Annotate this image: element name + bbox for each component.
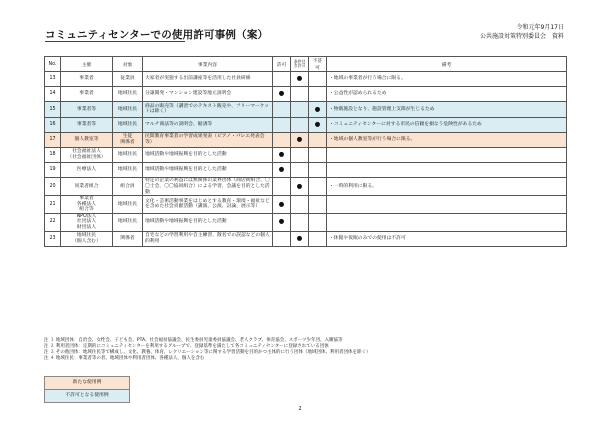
row-note <box>327 147 567 162</box>
document-meta <box>480 24 564 41</box>
header-conditional: 条件付き許可 <box>291 57 309 72</box>
table-row <box>45 102 567 117</box>
row-permit-mark <box>273 178 291 196</box>
footnote: 注 ２ 利用者団体：定期的にコミュニティセンターを利用するグループで、登録基準を満たして各コミュニティセンターに登録されている団体 <box>44 344 329 350</box>
usage-table <box>44 56 567 247</box>
row-content: 大家者が実施する出前講座等を活用した社員研修 <box>143 72 273 87</box>
row-number: 14 <box>45 87 61 102</box>
row-host: 事業者等 <box>61 102 113 117</box>
footnote: 注 ４ 地域住民：事業者等の者、地域団体や利用者団体、各種法人、個人を含む <box>44 356 205 362</box>
row-permit-mark: ● <box>273 147 291 162</box>
row-permit-mark: ● <box>273 87 291 102</box>
row-note: ・コミュニティセンターに対する市民の信頼を損なう危険性があるため <box>327 117 567 132</box>
row-permit-mark: ● <box>273 213 291 231</box>
row-number: 22 <box>45 213 61 231</box>
row-permit-mark <box>273 102 291 117</box>
row-note <box>327 196 567 214</box>
row-deny-mark <box>309 72 327 87</box>
title-underline <box>45 41 185 42</box>
header-no: No. <box>45 57 61 72</box>
row-permit-mark: ● <box>273 196 291 214</box>
row-content: 地域活動や地域振興を目的とした活動 <box>143 163 273 178</box>
row-conditional-mark: ● <box>291 72 309 87</box>
row-host: 医療法人 <box>61 163 113 178</box>
row-target: 関係者 <box>113 231 143 246</box>
page-title: コミュニティセンターでの使用許可事例（案） <box>45 29 269 41</box>
row-content: 特定の企業の利益には無関係の業界団体（商店街組合、〇〇士会、〇〇協同組合）による学習、会議を目的とした活動 <box>143 178 273 196</box>
row-permit-mark <box>273 72 291 87</box>
row-host: 同業者組合 <box>61 178 113 196</box>
row-content: 商品の販売等（講習でのテキスト販売や、フリーマーケットは除く） <box>143 102 273 117</box>
row-note: ・地域の個人教室等が行う場合に限る。 <box>327 132 567 147</box>
table-row <box>45 147 567 162</box>
footnote: 注 １ 地域団体：自治会、女性会、子ども会、PTA、社会福祉協議会、民生委員児童委員協議会、老人クラブ、体育協会、スポーツ少年団、入曜協等 <box>44 338 343 343</box>
row-conditional-mark <box>291 163 309 178</box>
footnote: 注 ３ その他団体：地域住民等で構成し、文化、教養、体育、レクリエーション等に関する学習活動を目的かつ主体的に行う団体（地域団体、利用者団体を除く） <box>44 350 371 356</box>
header-permit: 許可 <box>273 57 291 72</box>
legend-new-use: 新たな使用例 <box>44 376 130 389</box>
row-note: ・地域の事業者が行う場合に限る。 <box>327 72 567 87</box>
table-row <box>45 196 567 214</box>
row-target: 地域住民 <box>113 117 143 132</box>
row-deny-mark <box>309 132 327 147</box>
row-permit-mark <box>273 117 291 132</box>
footnotes <box>44 338 574 362</box>
row-host: 事業者等 <box>61 117 113 132</box>
header-content: 事業内容 <box>143 57 273 72</box>
row-number: 21 <box>45 196 61 214</box>
table-row <box>45 72 567 87</box>
row-target: 地域住民 <box>113 147 143 162</box>
row-number: 17 <box>45 132 61 147</box>
document-date: 令和元年9月17日 <box>516 24 564 31</box>
table-row <box>45 117 567 132</box>
row-target: 地域住民 <box>113 196 143 214</box>
row-target: 組合員 <box>113 178 143 196</box>
row-deny-mark <box>309 231 327 246</box>
row-note <box>327 213 567 231</box>
row-deny-mark <box>309 163 327 178</box>
table-row <box>45 213 567 231</box>
row-conditional-mark <box>291 87 309 102</box>
row-conditional-mark <box>291 147 309 162</box>
row-content: 分譲開発・マンション建設等地元説明会 <box>143 87 273 102</box>
row-deny-mark <box>309 196 327 214</box>
row-target: 生徒 関係者 <box>113 132 143 147</box>
row-content: 自宅などの学習利用や自主練習、散名での誤認などの個人的利用 <box>143 231 273 246</box>
header-host: 主催 <box>61 57 113 72</box>
header-note: 備考 <box>327 57 567 72</box>
row-permit-mark <box>273 132 291 147</box>
row-conditional-mark: ● <box>291 132 309 147</box>
row-conditional-mark: ● <box>291 231 309 246</box>
row-deny-mark <box>309 178 327 196</box>
legend-denied-use: 不許可となる使用例 <box>44 389 130 403</box>
row-content: 地域活動や地域振興を目的とした活動 <box>143 147 273 162</box>
header-deny: 不許可 <box>309 57 327 72</box>
row-number: 19 <box>45 163 61 178</box>
row-number: 16 <box>45 117 61 132</box>
document-source: 公共施設対策特別委員会 資料 <box>479 32 564 40</box>
row-conditional-mark <box>291 117 309 132</box>
row-host: 地域住民 （個人含む） <box>61 231 113 246</box>
row-deny-mark <box>309 147 327 162</box>
table-row <box>45 163 567 178</box>
row-content: マルチ商法等の説明会、勧誘等 <box>143 117 273 132</box>
row-host: 事業者 各種法人 組合等 <box>61 196 113 214</box>
table-header-row <box>45 57 567 72</box>
row-number: 20 <box>45 178 61 196</box>
row-target: 地域住民 <box>113 213 143 231</box>
page-number: 2 <box>298 406 302 412</box>
row-note: ・休館や仮眠のみでの使用は不許可 <box>327 231 567 246</box>
row-target: 地域住民 <box>113 102 143 117</box>
table-body <box>45 72 567 247</box>
header-target: 対象 <box>113 57 143 72</box>
row-note: ・物販施設となり、施設管理上支障が生じるため <box>327 102 567 117</box>
row-conditional-mark <box>291 213 309 231</box>
legend <box>44 376 130 403</box>
row-content: 地域活動や地域振興を目的とした活動 <box>143 213 273 231</box>
row-host: 社会福祉法人 （社会福祉団体） <box>61 147 113 162</box>
row-content: 民間教育事業者の学習成果発表（ピアノ・バレエ発表会等） <box>143 132 273 147</box>
row-number: 15 <box>45 102 61 117</box>
row-permit-mark: ● <box>273 163 291 178</box>
row-deny-mark: ● <box>309 117 327 132</box>
table-row <box>45 178 567 196</box>
row-deny-mark <box>309 213 327 231</box>
table-row <box>45 87 567 102</box>
row-number: 13 <box>45 72 61 87</box>
row-note: ・公益性が認められるため <box>327 87 567 102</box>
row-conditional-mark: ● <box>291 178 309 196</box>
row-host: 事業者 <box>61 72 113 87</box>
row-permit-mark <box>273 231 291 246</box>
table-row <box>45 132 567 147</box>
row-number: 18 <box>45 147 61 162</box>
row-host: NPO法人 社団法人 財団法人 <box>61 213 113 231</box>
row-content: 文化・芸術活動事業をはじめとする教育・環境・福祉などを含めた社会貢献活動（講演、公演、討論、展示等） <box>143 196 273 214</box>
row-target: 地域住民 <box>113 163 143 178</box>
row-number: 23 <box>45 231 61 246</box>
row-conditional-mark <box>291 196 309 214</box>
row-target: 従業員 <box>113 72 143 87</box>
row-note: ・一時的利用に限る。 <box>327 178 567 196</box>
row-target: 地域住民 <box>113 87 143 102</box>
table-row <box>45 231 567 246</box>
row-host: 事業者 <box>61 87 113 102</box>
row-conditional-mark <box>291 102 309 117</box>
row-deny-mark <box>309 87 327 102</box>
row-note <box>327 163 567 178</box>
row-host: 個人教室等 <box>61 132 113 147</box>
row-deny-mark: ● <box>309 102 327 117</box>
